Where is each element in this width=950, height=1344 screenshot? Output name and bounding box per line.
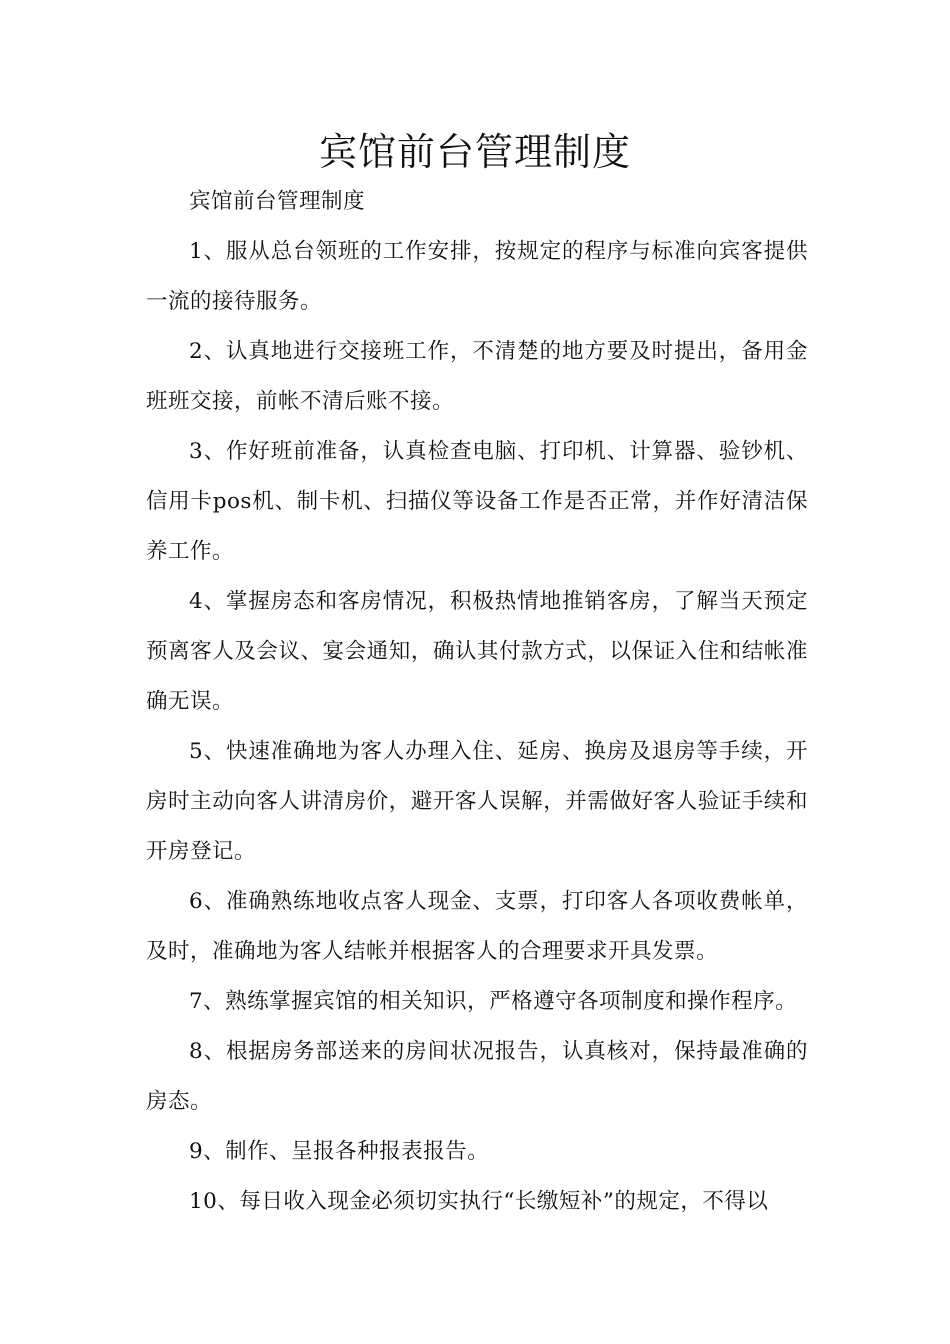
paragraph-10: 10、每日收入现金必须切实执行“长缴短补”的规定，不得以 (189, 1189, 769, 1214)
document-subtitle: 宾馆前台管理制度 (189, 189, 366, 214)
paragraph-6: 6、准确熟练地收点客人现金、支票，打印客人各项收费帐单，及时，准确地为客人结帐并根据客人的合理要求开具发票。 (146, 889, 808, 964)
paragraph-7: 7、熟练掌握宾馆的相关知识，严格遵守各项制度和操作程序。 (189, 989, 798, 1014)
paragraph-2: 2、认真地进行交接班工作，不清楚的地方要及时提出，备用金班班交接，前帐不清后账不接。 (146, 339, 808, 414)
paragraph-3: 3、作好班前准备，认真检查电脑、打印机、计算器、验钞机、信用卡pos机、制卡机、扫描仪等设备工作是否正常，并作好清洁保养工作。 (146, 439, 808, 564)
paragraph-1: 1、服从总台领班的工作安排，按规定的程序与标准向宾客提供一流的接待服务。 (146, 239, 808, 314)
paragraph-5: 5、快速准确地为客人办理入住、延房、换房及退房等手续，开房时主动向客人讲清房价，避开客人误解，并需做好客人验证手续和开房登记。 (146, 739, 808, 864)
paragraph-4: 4、掌握房态和客房情况，积极热情地推销客房，了解当天预定预离客人及会议、宴会通知，确认其付款方式，以保证入住和结帐准确无误。 (146, 589, 808, 714)
paragraph-9: 9、制作、呈报各种报表报告。 (189, 1139, 490, 1164)
paragraph-8: 8、根据房务部送来的房间状况报告，认真核对，保持最准确的房态。 (146, 1039, 808, 1114)
document-body (146, 177, 808, 1227)
document-title: 宾馆前台管理制度 (318, 130, 631, 174)
